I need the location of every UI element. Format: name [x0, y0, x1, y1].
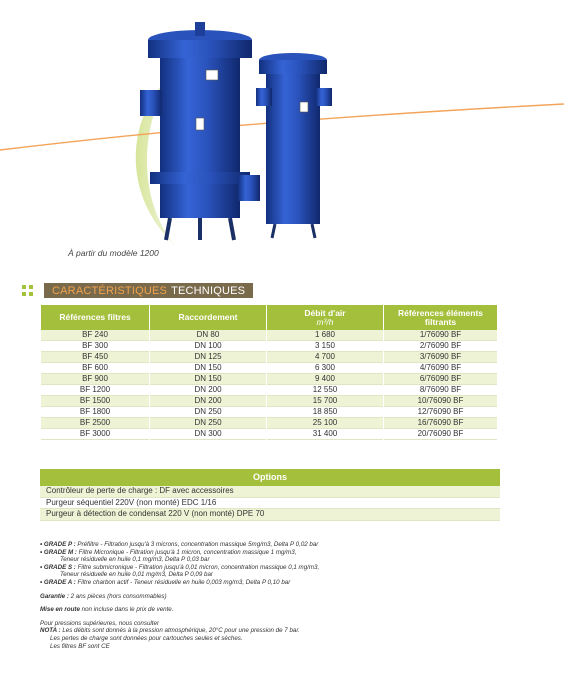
table-row	[41, 429, 497, 440]
grade-extra: Teneur résiduelle en huile 0,01 mg/m3, Delta P 0,09 bar	[60, 571, 213, 579]
cell-elements: 10/76090 BF	[384, 396, 497, 407]
options-title: Options	[40, 469, 500, 486]
cell-debit: 25 100	[267, 418, 383, 429]
cell-reference: BF 1500	[41, 396, 149, 407]
cell-elements: 3/76090 BF	[384, 352, 497, 363]
cell-debit: 31 400	[267, 429, 383, 440]
cell-reference: BF 2500	[41, 418, 149, 429]
garantie-label: Garantie :	[40, 592, 69, 600]
product-photo	[0, 0, 564, 260]
section-title-bar	[44, 283, 253, 298]
mise-en-route-line	[40, 606, 530, 614]
options-panel	[40, 469, 500, 521]
cell-raccordement: DN 125	[150, 352, 266, 363]
cell-raccordement: DN 100	[150, 341, 266, 352]
grade-text: Filtre charbon actif - Teneur résiduelle en huile 0,003 mg/m3, Delta P 0,10 bar	[77, 578, 291, 586]
cell-reference: BF 450	[41, 352, 149, 363]
table-row	[41, 385, 497, 396]
cell-elements: 20/76090 BF	[384, 429, 497, 440]
cell-reference: BF 1800	[41, 407, 149, 418]
table-row	[41, 352, 497, 363]
grade-text: Préfiltre - Filtration jusqu'à 3 microns, concentration massique 5mg/m3, Delta P 0,02 bar	[77, 541, 319, 548]
grade-label: • GRADE M :	[40, 548, 77, 556]
grade-line	[40, 549, 530, 557]
grade-line	[40, 564, 530, 572]
table-row	[41, 396, 497, 407]
cell-reference: BF 3000	[41, 429, 149, 440]
header-debit	[267, 305, 383, 330]
option-item: Purgeur séquentiel 220V (non monté) EDC 1/16	[40, 498, 500, 510]
table-row	[41, 374, 497, 385]
cell-debit: 6 300	[267, 363, 383, 374]
cell-elements: 8/76090 BF	[384, 385, 497, 396]
grade-extra: Teneur résiduelle en huile 0,1 mg/m3, Delta P 0,03 bar	[60, 556, 210, 564]
specifications-table	[40, 305, 498, 440]
option-item: Purgeur à détection de condensat 220 V (non monté) DPE 70	[40, 509, 500, 521]
mise-label: Mise en route	[40, 606, 80, 614]
garantie-line	[40, 593, 530, 601]
cell-debit: 1 680	[267, 330, 383, 341]
cell-debit: 12 550	[267, 385, 383, 396]
grade-label: • GRADE P :	[40, 541, 76, 548]
grade-text: Filtre submicronique - Filtration jusqu'à 0,01 micron, concentration massique 0,1 mg/m3,	[77, 563, 320, 571]
table-row	[41, 330, 497, 341]
mise-text: non incluse dans le prix de vente.	[81, 606, 174, 614]
nota-text-2: Les pertes de charge sont données pour cartouches seules et sèches.	[50, 634, 243, 642]
cell-raccordement: DN 200	[150, 396, 266, 407]
notes-section	[40, 541, 530, 650]
garantie-text: 2 ans pièces (hors consommables)	[70, 592, 167, 600]
grade-label: • GRADE A :	[40, 578, 76, 586]
nota-label: NOTA :	[40, 627, 61, 635]
cell-elements: 6/76090 BF	[384, 374, 497, 385]
cell-debit: 9 400	[267, 374, 383, 385]
header-debit-unit: m³/h	[316, 316, 334, 327]
cell-reference: BF 900	[41, 374, 149, 385]
cell-raccordement: DN 150	[150, 374, 266, 385]
cell-reference: BF 600	[41, 363, 149, 374]
grade-line	[40, 541, 530, 549]
cell-reference: BF 300	[41, 341, 149, 352]
table-row	[41, 341, 497, 352]
nota-text-1: Les débits sont donnés à la pression atmosphérique, 20°C pour une pression de 7 bar.	[62, 627, 300, 635]
cell-debit: 3 150	[267, 341, 383, 352]
cell-reference: BF 240	[41, 330, 149, 341]
header-references: Références filtres	[41, 305, 149, 330]
cell-raccordement: DN 150	[150, 363, 266, 374]
cell-elements: 16/76090 BF	[384, 418, 497, 429]
pression-line: Pour pressions supérieures, nous consulter	[40, 619, 160, 627]
cell-elements: 12/76090 BF	[384, 407, 497, 418]
table-row	[41, 407, 497, 418]
grid-dots-icon	[22, 285, 34, 297]
cell-raccordement: DN 250	[150, 407, 266, 418]
cell-raccordement: DN 300	[150, 429, 266, 440]
cell-elements: 2/76090 BF	[384, 341, 497, 352]
nota-text-3: Les filtres BF sont CE	[50, 642, 110, 650]
cell-raccordement: DN 250	[150, 418, 266, 429]
nota-line	[40, 627, 530, 635]
cell-debit: 4 700	[267, 352, 383, 363]
cell-raccordement: DN 200	[150, 385, 266, 396]
cell-elements: 4/76090 BF	[384, 363, 497, 374]
grade-label: • GRADE S :	[40, 563, 76, 571]
cell-raccordement: DN 80	[150, 330, 266, 341]
header-elements: Références éléments filtrants	[384, 305, 497, 330]
cell-elements: 1/76090 BF	[384, 330, 497, 341]
grade-text: Filtre Micronique - Filtration jusqu'à 1 micron, concentration massique 1 mg/m3,	[78, 548, 297, 556]
table-row	[41, 418, 497, 429]
section-title-part1: CARACTÉRISTIQUES	[52, 284, 168, 297]
header-raccordement: Raccordement	[150, 305, 266, 330]
section-title-part2: TECHNIQUES	[171, 284, 246, 297]
table-header-row	[41, 305, 497, 330]
header-debit-label: Débit d'air	[304, 307, 346, 318]
photo-caption: À partir du modèle 1200	[68, 248, 159, 258]
large-filter-unit	[140, 22, 260, 240]
cell-reference: BF 1200	[41, 385, 149, 396]
table-body	[41, 330, 497, 440]
cell-debit: 15 700	[267, 396, 383, 407]
option-item: Contrôleur de perte de charge : DF avec accessoires	[40, 486, 500, 498]
table-row	[41, 363, 497, 374]
grade-line	[40, 579, 530, 587]
cell-debit: 18 850	[267, 407, 383, 418]
section-heading	[22, 283, 253, 298]
small-filter-unit	[256, 53, 332, 238]
